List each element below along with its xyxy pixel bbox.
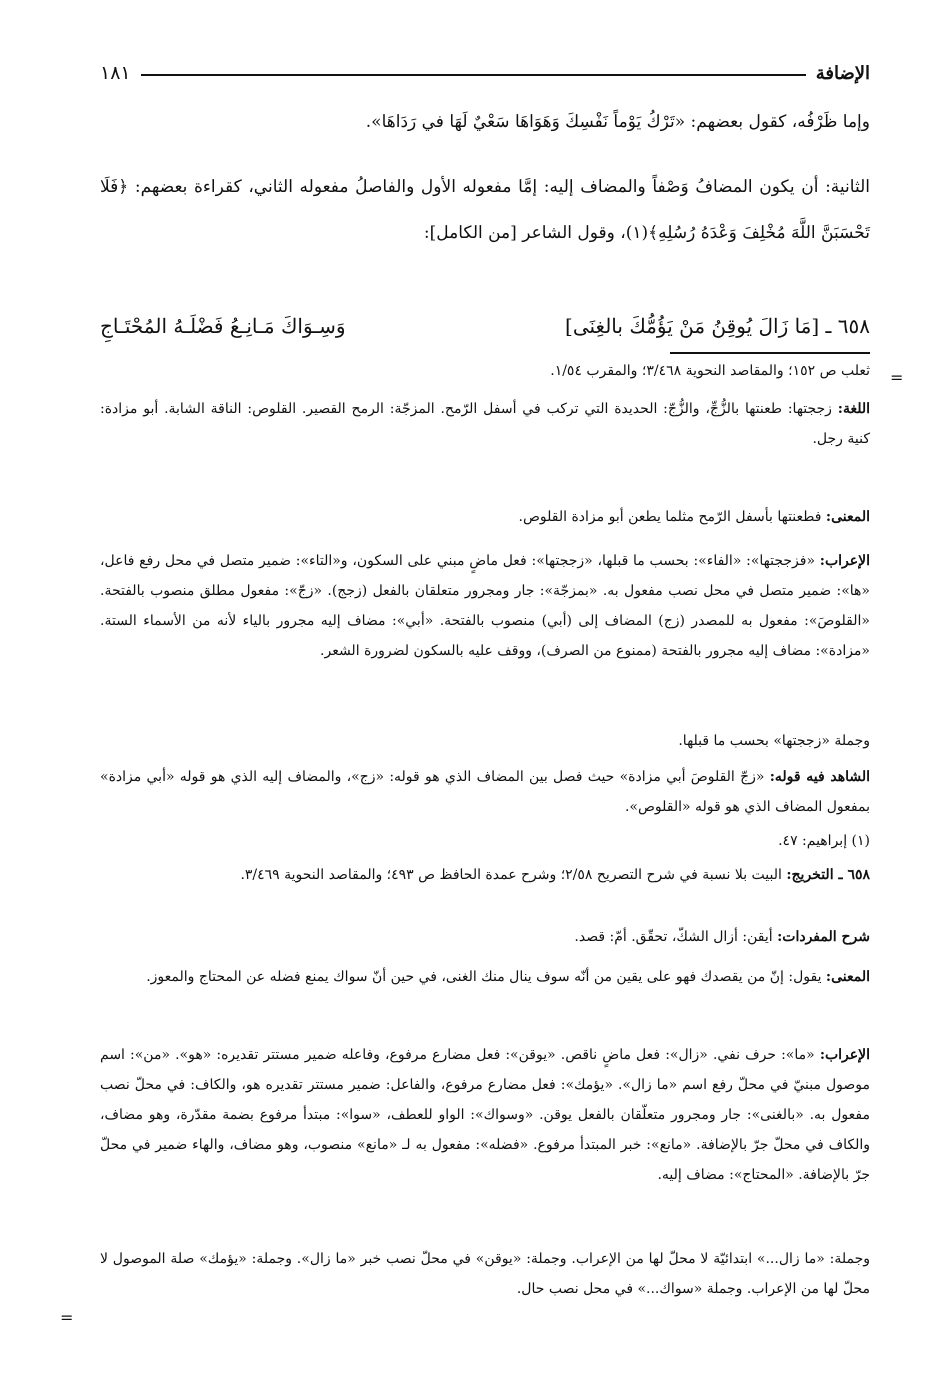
meaning-658-label: المعنى: — [825, 969, 870, 985]
vocabulary-text: زججتها: طعنتها بالزُّجِّ، والزُّجّ: الحديدة التي تركب في أسفل الرّمح. المزجّة: الرمح القصير. القلوص: الناقة الشابة. أبو مزادة: كنية رجل. — [100, 401, 870, 447]
footnote-vocabulary — [100, 394, 870, 454]
poem-verse — [100, 306, 870, 346]
parsing-text: «فزججتها»: «الفاء»: بحسب ما قبلها، «زججتها»: فعل ماضٍ مبني على السكون، و«التاء»: ضمير متصل في محل رفع فاعل، «ها»: ضمير متصل في محل نصب مفعول به. «بمزجّة»: جار ومجرور متعلقان بالفعل (زجج). «زجّ»: مفعول مطلق منصوب بالفتحة. «القلوصَ»: مفعول به للمصدر (زج) المضاف إلى (أبي) منصوب بالفتحة. «أبي»: مضاف إليه مجرور بالياء لأنه من الأسماء الستة. «مزادة»: مضاف إليه مجرور بالفتحة (ممنوع من الصرف)، ووقف عليه بالسكون لضرورة الشعر. — [100, 553, 870, 659]
parsing-658-text: «ما»: حرف نفي. «زال»: فعل ماضٍ ناقص. «يوقن»: فعل مضارع مرفوع، وفاعله ضمير مستتر تقديره: «هو». «من»: اسم موصول مبنيّ في محلّ رفع اسم «ما زال». «يؤمك»: فعل مضارع مرفوع، والفاعل: ضمير مستتر تقديره هو، والكاف: في محلّ نصب مفعول به. «بالغنى»: جار ومجرور متعلّقان بالفعل يوقن. «وسواك»: الواو للعطف، «سوا»: مبتدأ مرفوع بضمة مقدّرة، وهو مضاف، والكاف في محلّ جرّ بالإضافة. «مانع»: خبر المبتدأ مرفوع. «فضله»: مفعول به لـ «مانع» منصوب، وهو مضاف، والهاء ضمير في محلّ جرّ بالإضافة. «المحتاج»: مضاف إليه. — [100, 1047, 870, 1183]
footnote-divider — [670, 352, 870, 354]
footnote-parsing — [100, 546, 870, 666]
continuation-mark: = — [890, 368, 904, 387]
evidence-text: «زجّ القلوصَ أبي مزادة» حيث فصل بين المضاف الذي هو قوله: «زج»، والمضاف إليه الذي هو قوله «أبي مزادة» بمفعول المضاف الذي هو قوله «القلوص». — [100, 769, 870, 815]
meaning-658-text: يقول: إنّ من يقصدك فهو على يقين من أنّه سوف ينال منك الغنى، في حين أنّ سواك يمنع فضله عن المحتاج والمعوز. — [146, 969, 822, 985]
footnote-sentence: وجملة «زججتها» بحسب ما قبلها. — [678, 733, 870, 749]
paragraph-1: وإما ظَرْفُه، كقول بعضهم: «تَرْكُ يَوْماً نَفْسِكَ وَهَوَاهَا سَعْيٌ لَهَا في رَدَاهَا». — [365, 112, 870, 132]
glossary-label: شرح المفردات: — [777, 929, 870, 945]
footnote-sources-658 — [100, 860, 870, 890]
paragraph-2: الثانية: أن يكون المضافُ وَصْفاً والمضاف إليه: إمَّا مفعوله الأول والفاصلُ مفعوله الثاني، كقراءة بعضهم: ﴿فَلَا تَحْسَبَنَّ اللَّهَ مُخْلِفَ وَعْدَهُ رُسُلِهِ﴾(١)، وقول الشاعر [من الكامل]: — [100, 177, 870, 243]
footnote-quran-ref: (١) إبراهيم: ٤٧. — [778, 833, 870, 849]
evidence-label: الشاهد فيه قوله: — [769, 769, 870, 785]
sources-label: ٦٥٨ ـ التخريج: — [786, 867, 870, 883]
footnote-glossary — [100, 922, 870, 952]
footnote-evidence — [100, 762, 870, 822]
meaning-label: المعنى: — [825, 509, 870, 525]
verse-first-hemistich: ٦٥٨ ـ [مَا زَالَ يُوقِنُ مَنْ يَؤُمُّكَ بالغِنَى] — [565, 314, 870, 338]
footnote-sources: ثعلب ص ١٥٢؛ والمقاصد النحوية ٣/٤٦٨؛ والمقرب ١/٥٤. — [550, 363, 870, 379]
parsing-label: الإعراب: — [819, 553, 870, 569]
footnote-meaning — [100, 502, 870, 532]
glossary-text: أيقن: أزال الشكّ، تحقّق. أمّ: قصد. — [574, 929, 773, 945]
vocabulary-label: اللغة: — [837, 401, 871, 417]
verse-second-hemistich: وَسِـوَاكَ مَـانِـعُ فَضْلَـهُ المُحْتَـاجِ — [100, 314, 346, 338]
parsing-658-label: الإعراب: — [819, 1047, 871, 1063]
footnote-parsing-658 — [100, 1040, 870, 1190]
chapter-title: الإضافة — [815, 62, 870, 84]
header-rule — [141, 74, 806, 76]
meaning-text: فطعنتها بأسفل الرّمح مثلما يطعن أبو مزادة القلوص. — [518, 509, 822, 525]
footnote-meaning-658 — [100, 962, 870, 992]
running-header — [100, 58, 870, 88]
footnote-sentences-658: وجملة: «ما زال...» ابتدائيّة لا محلّ لها من الإعراب. وجملة: «يوقن» في محلّ نصب خبر «ما زال». وجملة: «يؤمك» صلة الموصول لا محلّ لها من الإعراب. وجملة «سواك...» في محل نصب حال. — [100, 1251, 870, 1297]
page-number: ١٨١ — [100, 62, 131, 84]
continuation-mark-bottom: = — [60, 1308, 74, 1327]
sources-text: البيت بلا نسبة في شرح التصريح ٢/٥٨؛ وشرح عمدة الحافظ ص ٤٩٣؛ والمقاصد النحوية ٣/٤٦٩. — [240, 867, 782, 883]
